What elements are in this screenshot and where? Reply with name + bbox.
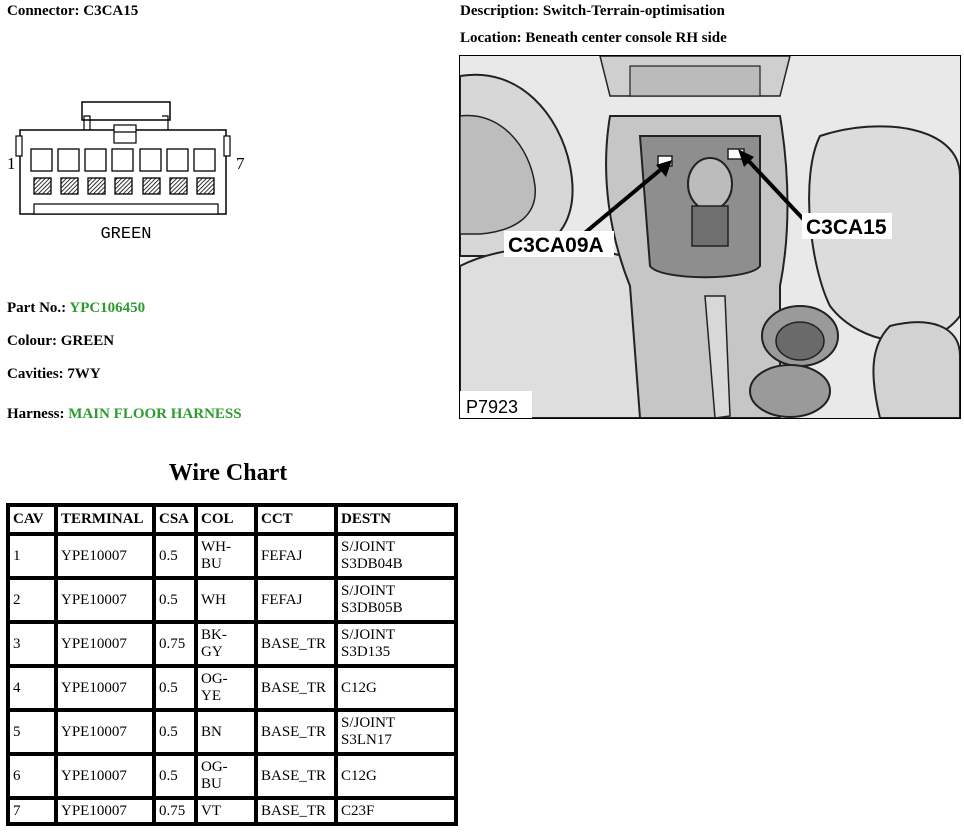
cell-col: OG- YE xyxy=(196,666,256,710)
cell-cct: FEFAJ xyxy=(256,578,336,622)
cell-terminal: YPE10007 xyxy=(56,578,154,622)
table-row xyxy=(8,622,456,666)
cell-destn: S/JOINT S3LN17 xyxy=(336,710,456,754)
table-row xyxy=(8,666,456,710)
cavities-value: 7WY xyxy=(67,366,101,382)
colour-label: Colour: xyxy=(7,333,57,349)
cell-csa: 0.5 xyxy=(154,710,196,754)
cell-csa: 0.5 xyxy=(154,578,196,622)
cell-terminal: YPE10007 xyxy=(56,622,154,666)
cell-destn: C23F xyxy=(336,798,456,824)
cell-terminal: YPE10007 xyxy=(56,534,154,578)
cell-destn: S/JOINT S3D135 xyxy=(336,622,456,666)
cell-cav: 6 xyxy=(8,754,56,798)
cell-csa: 0.75 xyxy=(154,622,196,666)
cell-col: WH- BU xyxy=(196,534,256,578)
cell-col: VT xyxy=(196,798,256,824)
harness-link[interactable]: MAIN FLOOR HARNESS xyxy=(68,406,242,422)
location-value: Beneath center console RH side xyxy=(525,30,727,46)
cell-cct: BASE_TR xyxy=(256,666,336,710)
cavities-label: Cavities: xyxy=(7,366,64,382)
cell-cav: 5 xyxy=(8,710,56,754)
description-heading xyxy=(460,3,725,20)
cell-terminal: YPE10007 xyxy=(56,798,154,824)
header-terminal: TERMINAL xyxy=(56,505,154,534)
connector-latch xyxy=(82,102,170,120)
cell-cct: BASE_TR xyxy=(256,798,336,824)
harness xyxy=(7,406,242,423)
cell-cav: 3 xyxy=(8,622,56,666)
cell-terminal: YPE10007 xyxy=(56,754,154,798)
connector-value: C3CA15 xyxy=(83,3,139,19)
header-cav: CAV xyxy=(8,505,56,534)
header-destn: DESTN xyxy=(336,505,456,534)
cell-csa: 0.75 xyxy=(154,798,196,824)
cavity-row xyxy=(31,149,215,171)
cell-terminal: YPE10007 xyxy=(56,666,154,710)
table-row xyxy=(8,534,456,578)
header-cct: CCT xyxy=(256,505,336,534)
callout-left: C3CA09A xyxy=(508,234,604,257)
wire-chart-title: Wire Chart xyxy=(168,460,288,486)
pin-1-label: 1 xyxy=(7,154,16,173)
cell-destn: S/JOINT S3DB05B xyxy=(336,578,456,622)
wire-chart-body xyxy=(8,534,456,824)
cell-destn: S/JOINT S3DB04B xyxy=(336,534,456,578)
harness-label: Harness: xyxy=(7,406,65,422)
cavity-keys xyxy=(34,178,214,194)
table-row xyxy=(8,578,456,622)
connector-label: Connector: xyxy=(7,3,80,19)
cell-csa: 0.5 xyxy=(154,534,196,578)
cell-cct: BASE_TR xyxy=(256,754,336,798)
part-label: Part No.: xyxy=(7,300,67,316)
cell-csa: 0.5 xyxy=(154,754,196,798)
table-row xyxy=(8,798,456,824)
connector-heading xyxy=(7,3,138,20)
cell-destn: C12G xyxy=(336,754,456,798)
cell-cct: FEFAJ xyxy=(256,534,336,578)
cell-destn: C12G xyxy=(336,666,456,710)
diagram-colour-caption: GREEN xyxy=(100,225,152,244)
console-illustration xyxy=(460,56,960,418)
callout-right: C3CA15 xyxy=(806,216,887,239)
cell-col: WH xyxy=(196,578,256,622)
cell-terminal: YPE10007 xyxy=(56,710,154,754)
colour-value: GREEN xyxy=(60,333,115,349)
cell-col: BN xyxy=(196,710,256,754)
location-photo xyxy=(459,55,961,419)
table-row xyxy=(8,754,456,798)
part-number xyxy=(7,300,145,317)
table-row xyxy=(8,710,456,754)
cell-col: BK- GY xyxy=(196,622,256,666)
cell-csa: 0.5 xyxy=(154,666,196,710)
description-value: Switch-Terrain-optimisation xyxy=(542,3,725,19)
cell-col: OG- BU xyxy=(196,754,256,798)
cell-cav: 4 xyxy=(8,666,56,710)
cell-cav: 1 xyxy=(8,534,56,578)
photo-ref: P7923 xyxy=(466,397,519,417)
cell-cct: BASE_TR xyxy=(256,710,336,754)
connector-face-diagram xyxy=(4,96,244,246)
part-number-link[interactable]: YPC106450 xyxy=(69,300,146,316)
cell-cav: 7 xyxy=(8,798,56,824)
header-col: COL xyxy=(196,505,256,534)
cell-cct: BASE_TR xyxy=(256,622,336,666)
description-label: Description: xyxy=(460,3,540,19)
colour xyxy=(7,333,114,350)
cavities xyxy=(7,366,101,383)
header-csa: CSA xyxy=(154,505,196,534)
location-label: Location: xyxy=(460,30,522,46)
pin-7-label: 7 xyxy=(236,154,244,173)
wire-chart-table xyxy=(6,503,458,826)
cell-cav: 2 xyxy=(8,578,56,622)
table-header-row xyxy=(8,505,456,534)
location-heading xyxy=(460,30,727,47)
